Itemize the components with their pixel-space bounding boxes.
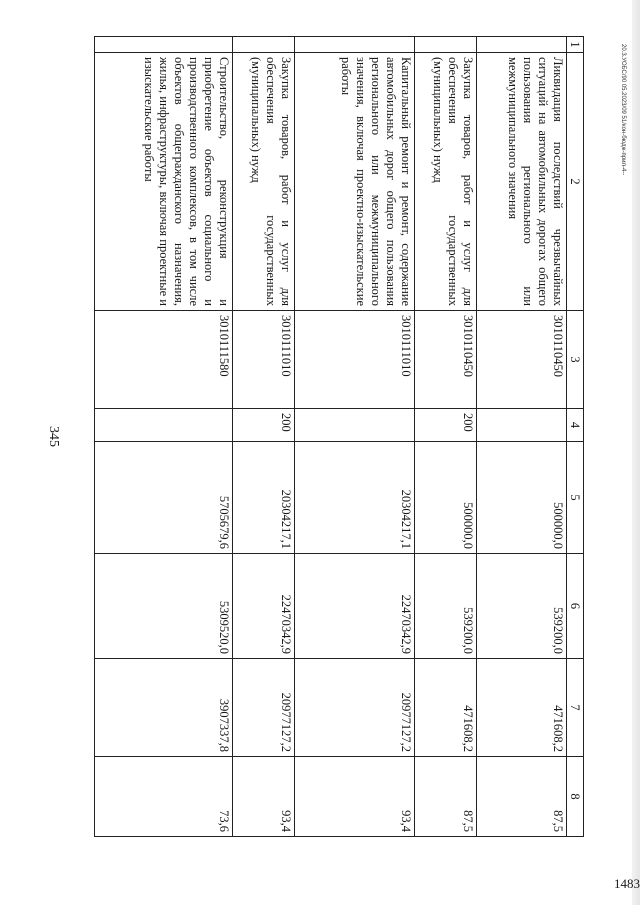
table-header-row <box>567 37 584 837</box>
cell-type: 200 <box>233 409 295 442</box>
sheet-number: 1483 <box>614 876 640 891</box>
header-cell: 7 <box>567 659 584 757</box>
cell-value-8: 93,4 <box>233 757 295 837</box>
cell-value-7: 20977127,2 <box>233 659 295 757</box>
cell-value-6: 22470342,9 <box>233 554 295 659</box>
cell-value-6: 539200,0 <box>415 554 477 659</box>
cell-col1 <box>295 37 415 53</box>
cell-type: 200 <box>415 409 477 442</box>
header-cell: 8 <box>567 757 584 837</box>
header-cell: 1 <box>567 37 584 53</box>
cell-description: Капитальный ремонт и ремонт, содержание автомобильных дорог общего пользования регионального или межмуниципального значения, включая проектно-изыскательские работы <box>295 53 415 311</box>
cell-value-7: 471608,2 <box>477 659 567 757</box>
cell-col1 <box>415 37 477 53</box>
cell-value-7: 20977127,2 <box>295 659 415 757</box>
cell-col1 <box>477 37 567 53</box>
cell-value-8: 87,5 <box>415 757 477 837</box>
cell-type <box>295 409 415 442</box>
cell-col1 <box>95 37 233 53</box>
cell-type <box>95 409 233 442</box>
cell-description: Закупка товаров, работ и услуг для обеспечения государственных (муниципальных) нужд <box>415 53 477 311</box>
scan-edge <box>632 0 640 905</box>
cell-value-5: 20304217,1 <box>233 442 295 554</box>
table-row <box>295 37 415 837</box>
budget-table-sheet <box>0 36 584 832</box>
cell-value-8: 87,5 <box>477 757 567 837</box>
page-number: 345 <box>46 426 61 447</box>
table-row <box>95 37 233 837</box>
cell-value-7: 3907337,8 <box>95 659 233 757</box>
cell-value-5: 5705679,6 <box>95 442 233 554</box>
cell-value-6: 539200,0 <box>477 554 567 659</box>
cell-code: 3010111010 <box>295 311 415 409</box>
cell-description: Закупка товаров, работ и услуг для обеспечения государственных (муниципальных) нужд <box>233 53 295 311</box>
cell-value-5: 500000,0 <box>477 442 567 554</box>
cell-value-7: 471608,2 <box>415 659 477 757</box>
header-cell: 3 <box>567 311 584 409</box>
cell-value-6: 22470342,9 <box>295 554 415 659</box>
table-row <box>477 37 567 837</box>
cell-value-6: 5309520,0 <box>95 554 233 659</box>
cell-col1 <box>233 37 295 53</box>
cell-code: 3010110450 <box>415 311 477 409</box>
header-cell: 2 <box>567 53 584 311</box>
cell-description: Ликвидация последствий чрезвычайных ситуаций на автомобильных дорогах общего пользования регионального или межмуниципального значения <box>477 53 567 311</box>
header-cell: 6 <box>567 554 584 659</box>
cell-type <box>477 409 567 442</box>
cell-code: 3010111010 <box>233 311 295 409</box>
header-cell: 5 <box>567 442 584 554</box>
cell-description: Строительство, реконструкция и приобретение объектов социального и производственного комплексов, в том числе объектов общегражданского назначения, жилья, инфраструктуры, включая проектные и изыскательские работы <box>95 53 233 311</box>
cell-code: 3010111580 <box>95 311 233 409</box>
budget-table <box>94 36 584 837</box>
table-row <box>233 37 295 837</box>
cell-code: 3010110450 <box>477 311 567 409</box>
table-row <box>415 37 477 837</box>
cell-value-8: 93,4 <box>295 757 415 837</box>
header-cell: 4 <box>567 409 584 442</box>
cell-value-8: 73,6 <box>95 757 233 837</box>
cell-value-5: 20304217,1 <box>295 442 415 554</box>
cell-value-5: 500000,0 <box>415 442 477 554</box>
footer-code: 20.3.УОБС/90 05.2023/09 51/кон-бюдж-прил-4-- <box>620 44 626 176</box>
